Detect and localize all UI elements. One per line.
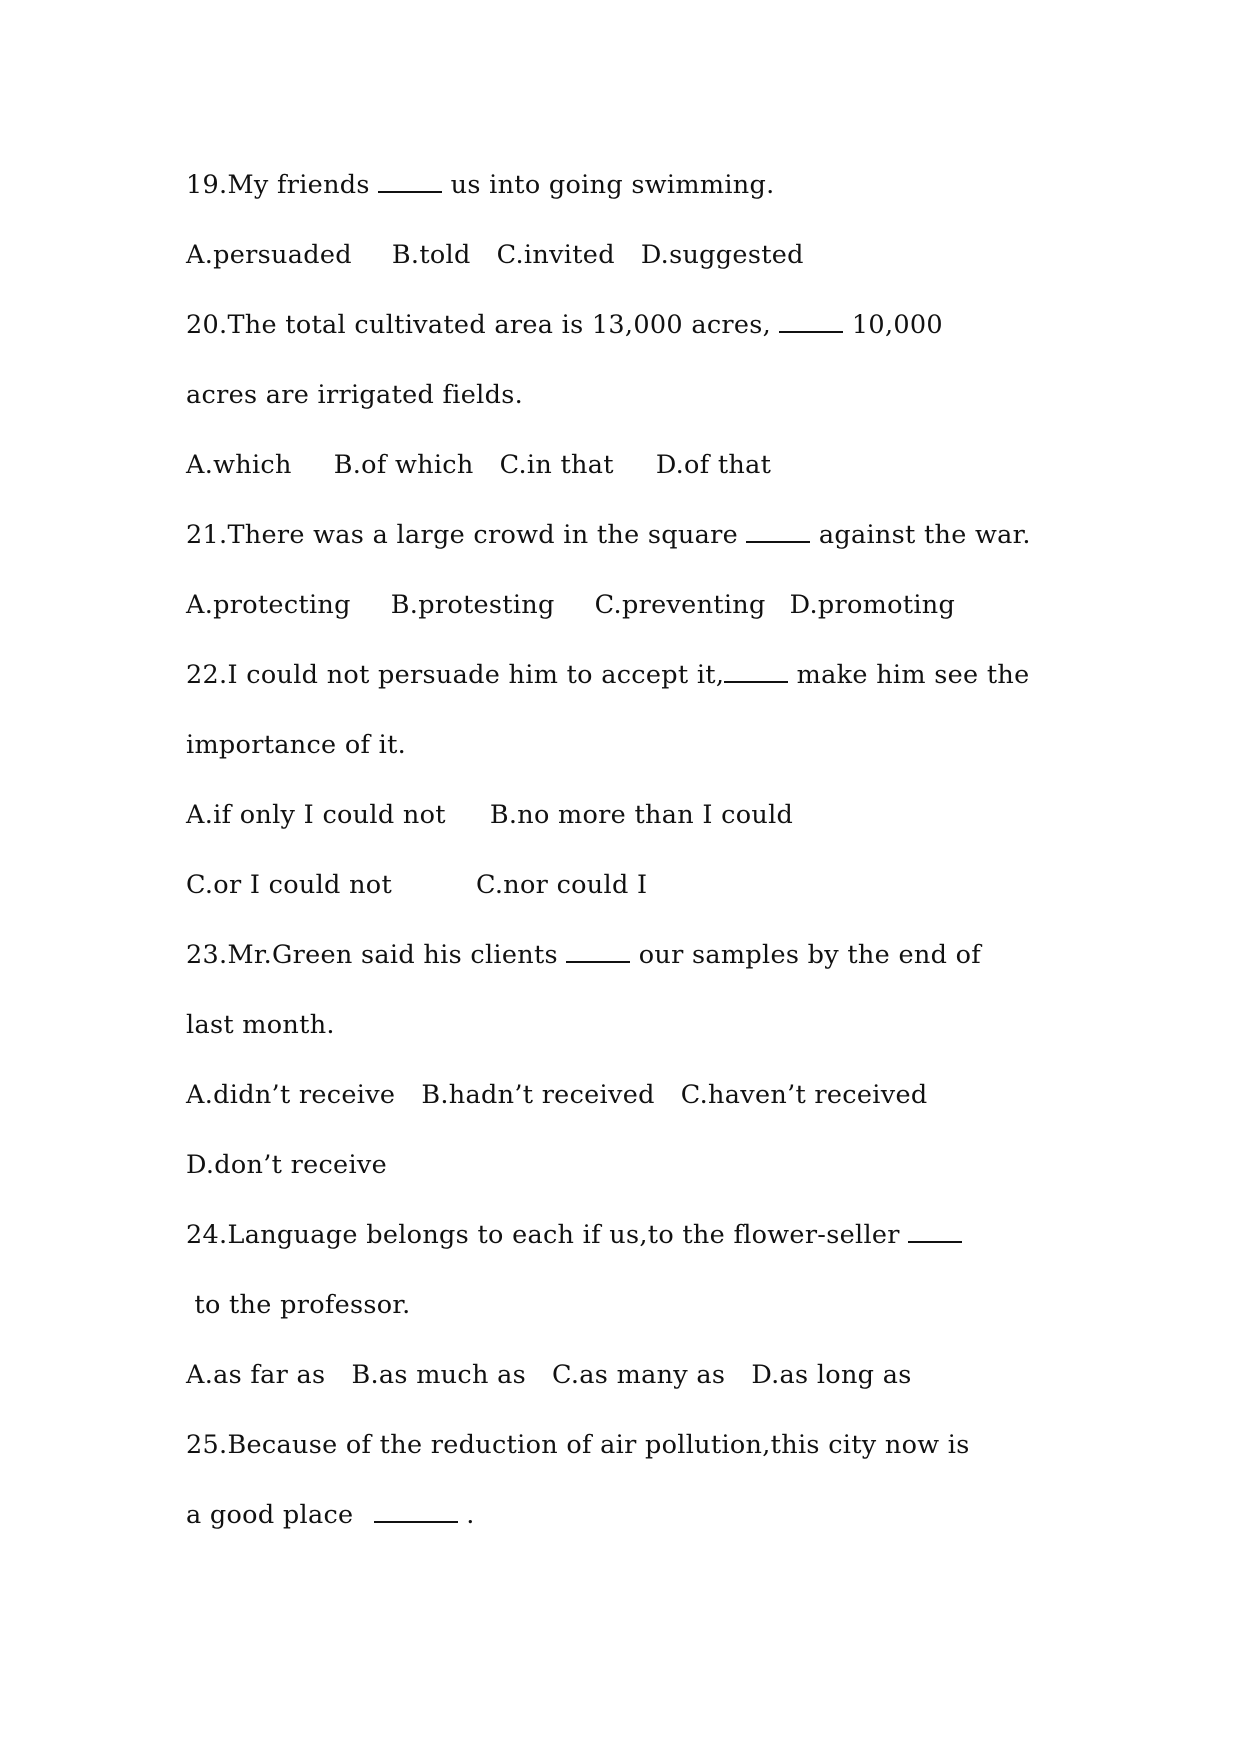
- question-19-options: [186, 238, 804, 272]
- answer-blank: [566, 941, 630, 963]
- option-c: C.or I could not: [186, 870, 392, 900]
- answer-blank: [378, 171, 442, 193]
- question-22-options-row-1: [186, 798, 793, 832]
- option-c: C.preventing: [594, 590, 766, 620]
- question-number: 24.: [186, 1220, 228, 1250]
- option-d: C.nor could I: [476, 870, 648, 900]
- option-a: A.as far as: [186, 1360, 326, 1390]
- question-20-options: [186, 448, 771, 482]
- question-number: 23.: [186, 940, 228, 970]
- option-a: A.if only I could not: [186, 800, 446, 830]
- question-number: 22.: [186, 660, 228, 690]
- option-c: C.invited: [496, 240, 615, 270]
- question-24-options: [186, 1358, 912, 1392]
- question-24-stem-line-2: to the professor.: [186, 1290, 411, 1320]
- option-a: A.which: [186, 450, 292, 480]
- question-22-stem-line-2: importance of it.: [186, 730, 407, 760]
- question-19-stem-line-1: 19.My friends us into going swimming.: [186, 170, 775, 200]
- question-22-stem-line-1: 22.I could not persuade him to accept it, make him see the: [186, 660, 1030, 690]
- question-20-stem-line-1: 20.The total cultivated area is 13,000 acres, 10,000: [186, 310, 943, 340]
- question-25-stem-line-2: a good place .: [186, 1500, 475, 1530]
- option-b: B.protesting: [390, 590, 555, 620]
- question-21-options: [186, 588, 955, 622]
- question-22-options-row-2: [186, 868, 647, 902]
- question-21-stem-line-1: 21.There was a large crowd in the square against the war.: [186, 520, 1031, 550]
- question-20-stem-line-2: acres are irrigated fields.: [186, 380, 523, 410]
- option-d: D.don’t receive: [186, 1150, 388, 1180]
- option-b: B.as much as: [351, 1360, 526, 1390]
- answer-blank: [724, 661, 788, 683]
- question-23-stem-line-2: last month.: [186, 1010, 335, 1040]
- answer-blank: [374, 1501, 458, 1523]
- option-a: A.protecting: [186, 590, 351, 620]
- question-number: 20.: [186, 310, 228, 340]
- option-c: C.haven’t received: [680, 1080, 928, 1110]
- option-b: B.told: [391, 240, 471, 270]
- answer-blank: [779, 311, 843, 333]
- question-23-options-row-1: [186, 1078, 927, 1112]
- question-number: 21.: [186, 520, 228, 550]
- question-number: 19.: [186, 170, 228, 200]
- answer-blank: [746, 521, 810, 543]
- option-c: C.as many as: [552, 1360, 726, 1390]
- option-a: A.didn’t receive: [186, 1080, 396, 1110]
- option-b: B.no more than I could: [489, 800, 794, 830]
- option-d: D.of that: [655, 450, 772, 480]
- question-23-stem-line-1: 23.Mr.Green said his clients our samples by the end of: [186, 940, 981, 970]
- question-24-stem-line-1: 24.Language belongs to each if us,to the flower-seller: [186, 1218, 962, 1252]
- option-a: A.persuaded: [186, 240, 352, 270]
- option-b: B.of which: [333, 450, 474, 480]
- question-number: 25.: [186, 1430, 228, 1460]
- question-23-options-row-2: [186, 1148, 387, 1182]
- question-25-stem-line-1: 25.Because of the reduction of air pollution,this city now is: [186, 1430, 970, 1460]
- option-d: D.promoting: [789, 590, 956, 620]
- option-d: D.suggested: [640, 240, 804, 270]
- option-b: B.hadn’t received: [421, 1080, 655, 1110]
- answer-blank: [908, 1221, 962, 1243]
- option-d: D.as long as: [751, 1360, 912, 1390]
- option-c: C.in that: [499, 450, 614, 480]
